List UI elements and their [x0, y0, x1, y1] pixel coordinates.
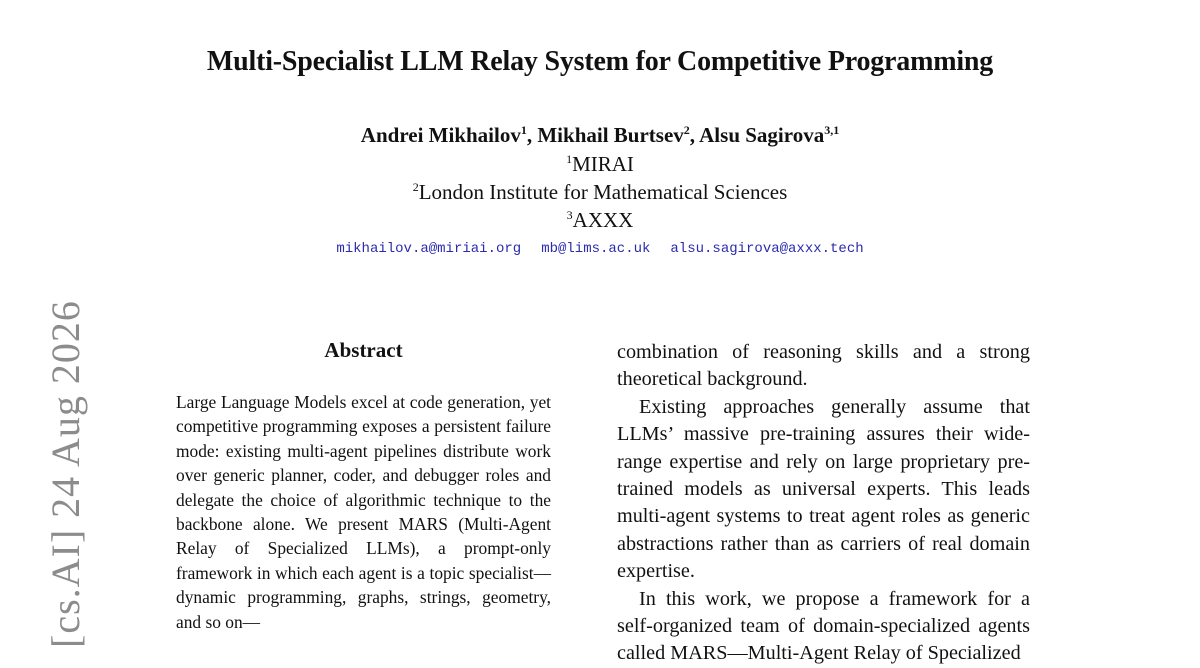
- abstract-heading: Abstract: [324, 338, 403, 362]
- body-paragraph: Existing approaches generally assume that LLMs’ massive pre-training assures their wide-range expertise and rely on large proprietary pre-trained models as universal experts. This leads multi-agent systems to treat agent roles as generic abstractions rather than as carriers of real domain expertise.: [617, 395, 1030, 583]
- author-affiliation-mark: 3,1: [824, 123, 840, 137]
- body-paragraph: combination of reasoning skills and a strong theoretical background.: [617, 341, 1030, 391]
- affiliation-mark: 2: [412, 180, 419, 194]
- affiliation-name: London Institute for Mathematical Sciences: [418, 180, 788, 204]
- affiliation-line: [0, 208, 1200, 233]
- author-affiliation-mark: 1: [520, 123, 527, 137]
- paper-title: Multi-Specialist LLM Relay System for Competitive Programming: [206, 46, 994, 77]
- affiliation-line: [0, 152, 1200, 177]
- email-link[interactable]: mb@lims.ac.uk: [541, 241, 651, 257]
- email-link[interactable]: mikhailov.a@miriai.org: [336, 241, 522, 257]
- affiliation-line: [0, 180, 1200, 205]
- author-name: Andrei Mikhailov: [360, 123, 521, 147]
- affiliation-mark: 3: [566, 208, 573, 222]
- author-list: Andrei Mikhailov$^1$, Mikhail Burtsev$^2$, Alsu Sagirova$^{3,1}$: [360, 123, 840, 147]
- author-name: Alsu Sagirova: [699, 123, 825, 147]
- body-paragraph: In this work, we propose a framework for a self-organized team of domain-specialized agents called MARS—Multi-Agent Relay of Specialized: [617, 587, 1030, 665]
- arxiv-margin-stamp: [cs.AI] 24 Aug 2026: [43, 300, 88, 648]
- author-emails: [0, 241, 1200, 257]
- email-link[interactable]: alsu.sagirova@axxx.tech: [670, 241, 864, 257]
- author-affiliation-mark: 2: [683, 123, 690, 137]
- right-column-body: [617, 339, 1030, 668]
- affiliation-mark: 1: [566, 152, 573, 166]
- author-name: Mikhail Burtsev: [537, 123, 684, 147]
- affiliation-name: MIRAI: [572, 152, 634, 176]
- affiliation-name: AXXX: [572, 208, 634, 232]
- abstract-text: Large Language Models excel at code generation, yet competitive programming exposes a persistent failure mode: existing multi-agent pipelines distribute work over generic planner, coder, and debugger roles and delegate the choice of algorithmic technique to the backbone alone. We present MARS (Multi-Agent Relay of Specialized LLMs), a prompt-only framework in which each agent is a topic specialist—dynamic programming, graphs, strings, geometry, and so on—: [176, 392, 551, 632]
